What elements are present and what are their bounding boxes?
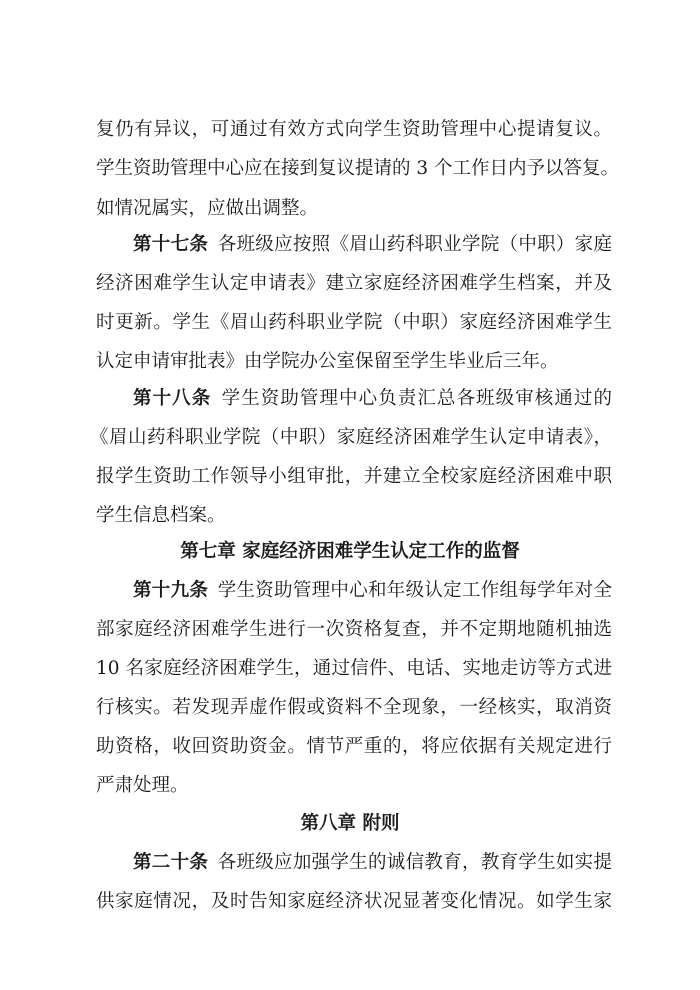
text-line: 时更新。学生《眉山药科职业学院（中职）家庭经济困难学生 [96, 312, 612, 333]
text-line: 经济困难学生认定申请表》建立家庭经济困难学生档案，并及 [96, 273, 612, 294]
chapter-7-heading: 第七章 家庭经济困难学生认定工作的监督 [180, 541, 520, 562]
text-line: 助资格，收回资助资金。情节严重的，将应依据有关规定进行 [96, 736, 612, 757]
chapter-8-heading: 第八章 附则 [300, 813, 400, 834]
article-19-label: 第十九条 [133, 580, 209, 601]
text-line: 报学生资助工作领导小组审批，并建立全校家庭经济困难中职 [96, 466, 612, 487]
article-19-text: 学生资助管理中心和年级认定工作组每学年对全 [217, 580, 612, 601]
article-20-first-line [133, 852, 612, 874]
text-line: 行核实。若发现弄虚作假或资料不全现象，一经核实，取消资 [96, 697, 612, 718]
article-19-first-line [133, 580, 612, 602]
text-line: 复仍有异议，可通过有效方式向学生资助管理中心提请复议。 [96, 119, 612, 140]
text-line: 认定申请审批表》由学院办公室保留至学生毕业后三年。 [96, 351, 559, 372]
article-18-label: 第十八条 [133, 388, 212, 409]
text-line: 严肃处理。 [96, 775, 189, 796]
article-20-label: 第二十条 [133, 852, 209, 873]
article-18-text: 学生资助管理中心负责汇总各班级审核通过的 [220, 388, 612, 409]
text-line: 学生资助管理中心应在接到复议提请的 3 个工作日内予以答复。 [96, 158, 620, 179]
article-17-first-line [133, 234, 612, 256]
text-line: 如情况属实，应做出调整。 [96, 198, 319, 219]
article-17-label: 第十七条 [133, 234, 209, 255]
text-line: 部家庭经济困难学生进行一次资格复查，并不定期地随机抽选 [96, 619, 612, 640]
article-20-text: 各班级应加强学生的诚信教育，教育学生如实提 [217, 852, 612, 873]
article-18-first-line [133, 388, 612, 410]
text-line: 10 名家庭经济困难学生，通过信件、电话、实地走访等方式进 [96, 658, 612, 679]
text-line: 供家庭情况，及时告知家庭经济状况显著变化情况。如学生家 [96, 891, 612, 912]
article-17-text: 各班级应按照《眉山药科职业学院（中职）家庭 [217, 234, 612, 255]
text-line: 《眉山药科职业学院（中职）家庭经济困难学生认定申请表》， [90, 427, 612, 448]
text-line: 学生信息档案。 [96, 505, 226, 526]
